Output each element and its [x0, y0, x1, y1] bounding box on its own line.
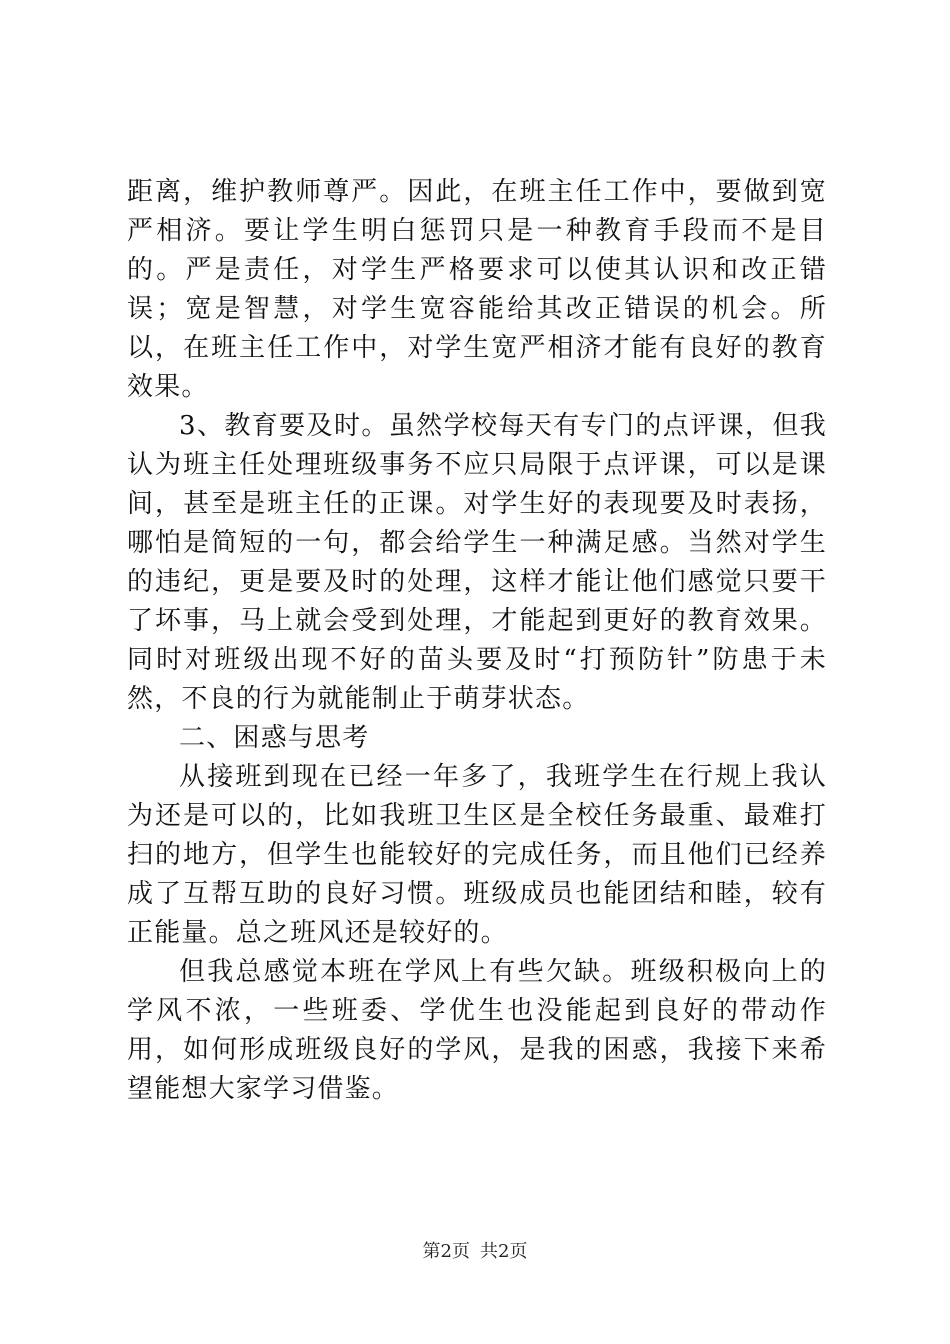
page-total: 共2页 [480, 1241, 528, 1262]
document-body [127, 173, 827, 1109]
paragraph-3: 从接班到现在已经一年多了，我班学生在行规上我认为还是可以的，比如我班卫生区是全校任务最重、最难打扫的地方，但学生也能较好的完成任务，而且他们已经养成了互帮互助的良好习惯。班级成员也能团结和睦，较有正能量。总之班风还是较好的。 [127, 762, 827, 948]
section-heading: 二、困惑与思考 [179, 723, 370, 753]
paragraph-4: 但我总感觉本班在学风上有些欠缺。班级积极向上的学风不浓，一些班委、学优生也没能起到良好的带动作用，如何形成班级良好的学风，是我的困惑，我接下来希望能想大家学习借鉴。 [127, 957, 827, 1104]
paragraph-2: 3、教育要及时。虽然学校每天有专门的点评课，但我认为班主任处理班级事务不应只局限于点评课，可以是课间，甚至是班主任的正课。对学生好的表现要及时表扬，哪怕是简短的一句，都会给学生一种满足感。当然对学生的违纪，更是要及时的处理，这样才能让他们感觉只要干了坏事，马上就会受到处理，才能起到更好的教育效果。同时对班级出现不好的苗头要及时“打预防针”防患于未然，不良的行为就能制止于萌芽状态。 [127, 411, 827, 714]
paragraph-1: 距离，维护教师尊严。因此，在班主任工作中，要做到宽严相济。要让学生明白惩罚只是一种教育手段而不是目的。严是责任，对学生严格要求可以使其认识和改正错误；宽是智慧，对学生宽容能给其改正错误的机会。所以，在班主任工作中，对学生宽严相济才能有良好的教育效果。 [127, 177, 827, 402]
page-number: 第2页 [422, 1241, 470, 1262]
page-footer [0, 1240, 950, 1264]
